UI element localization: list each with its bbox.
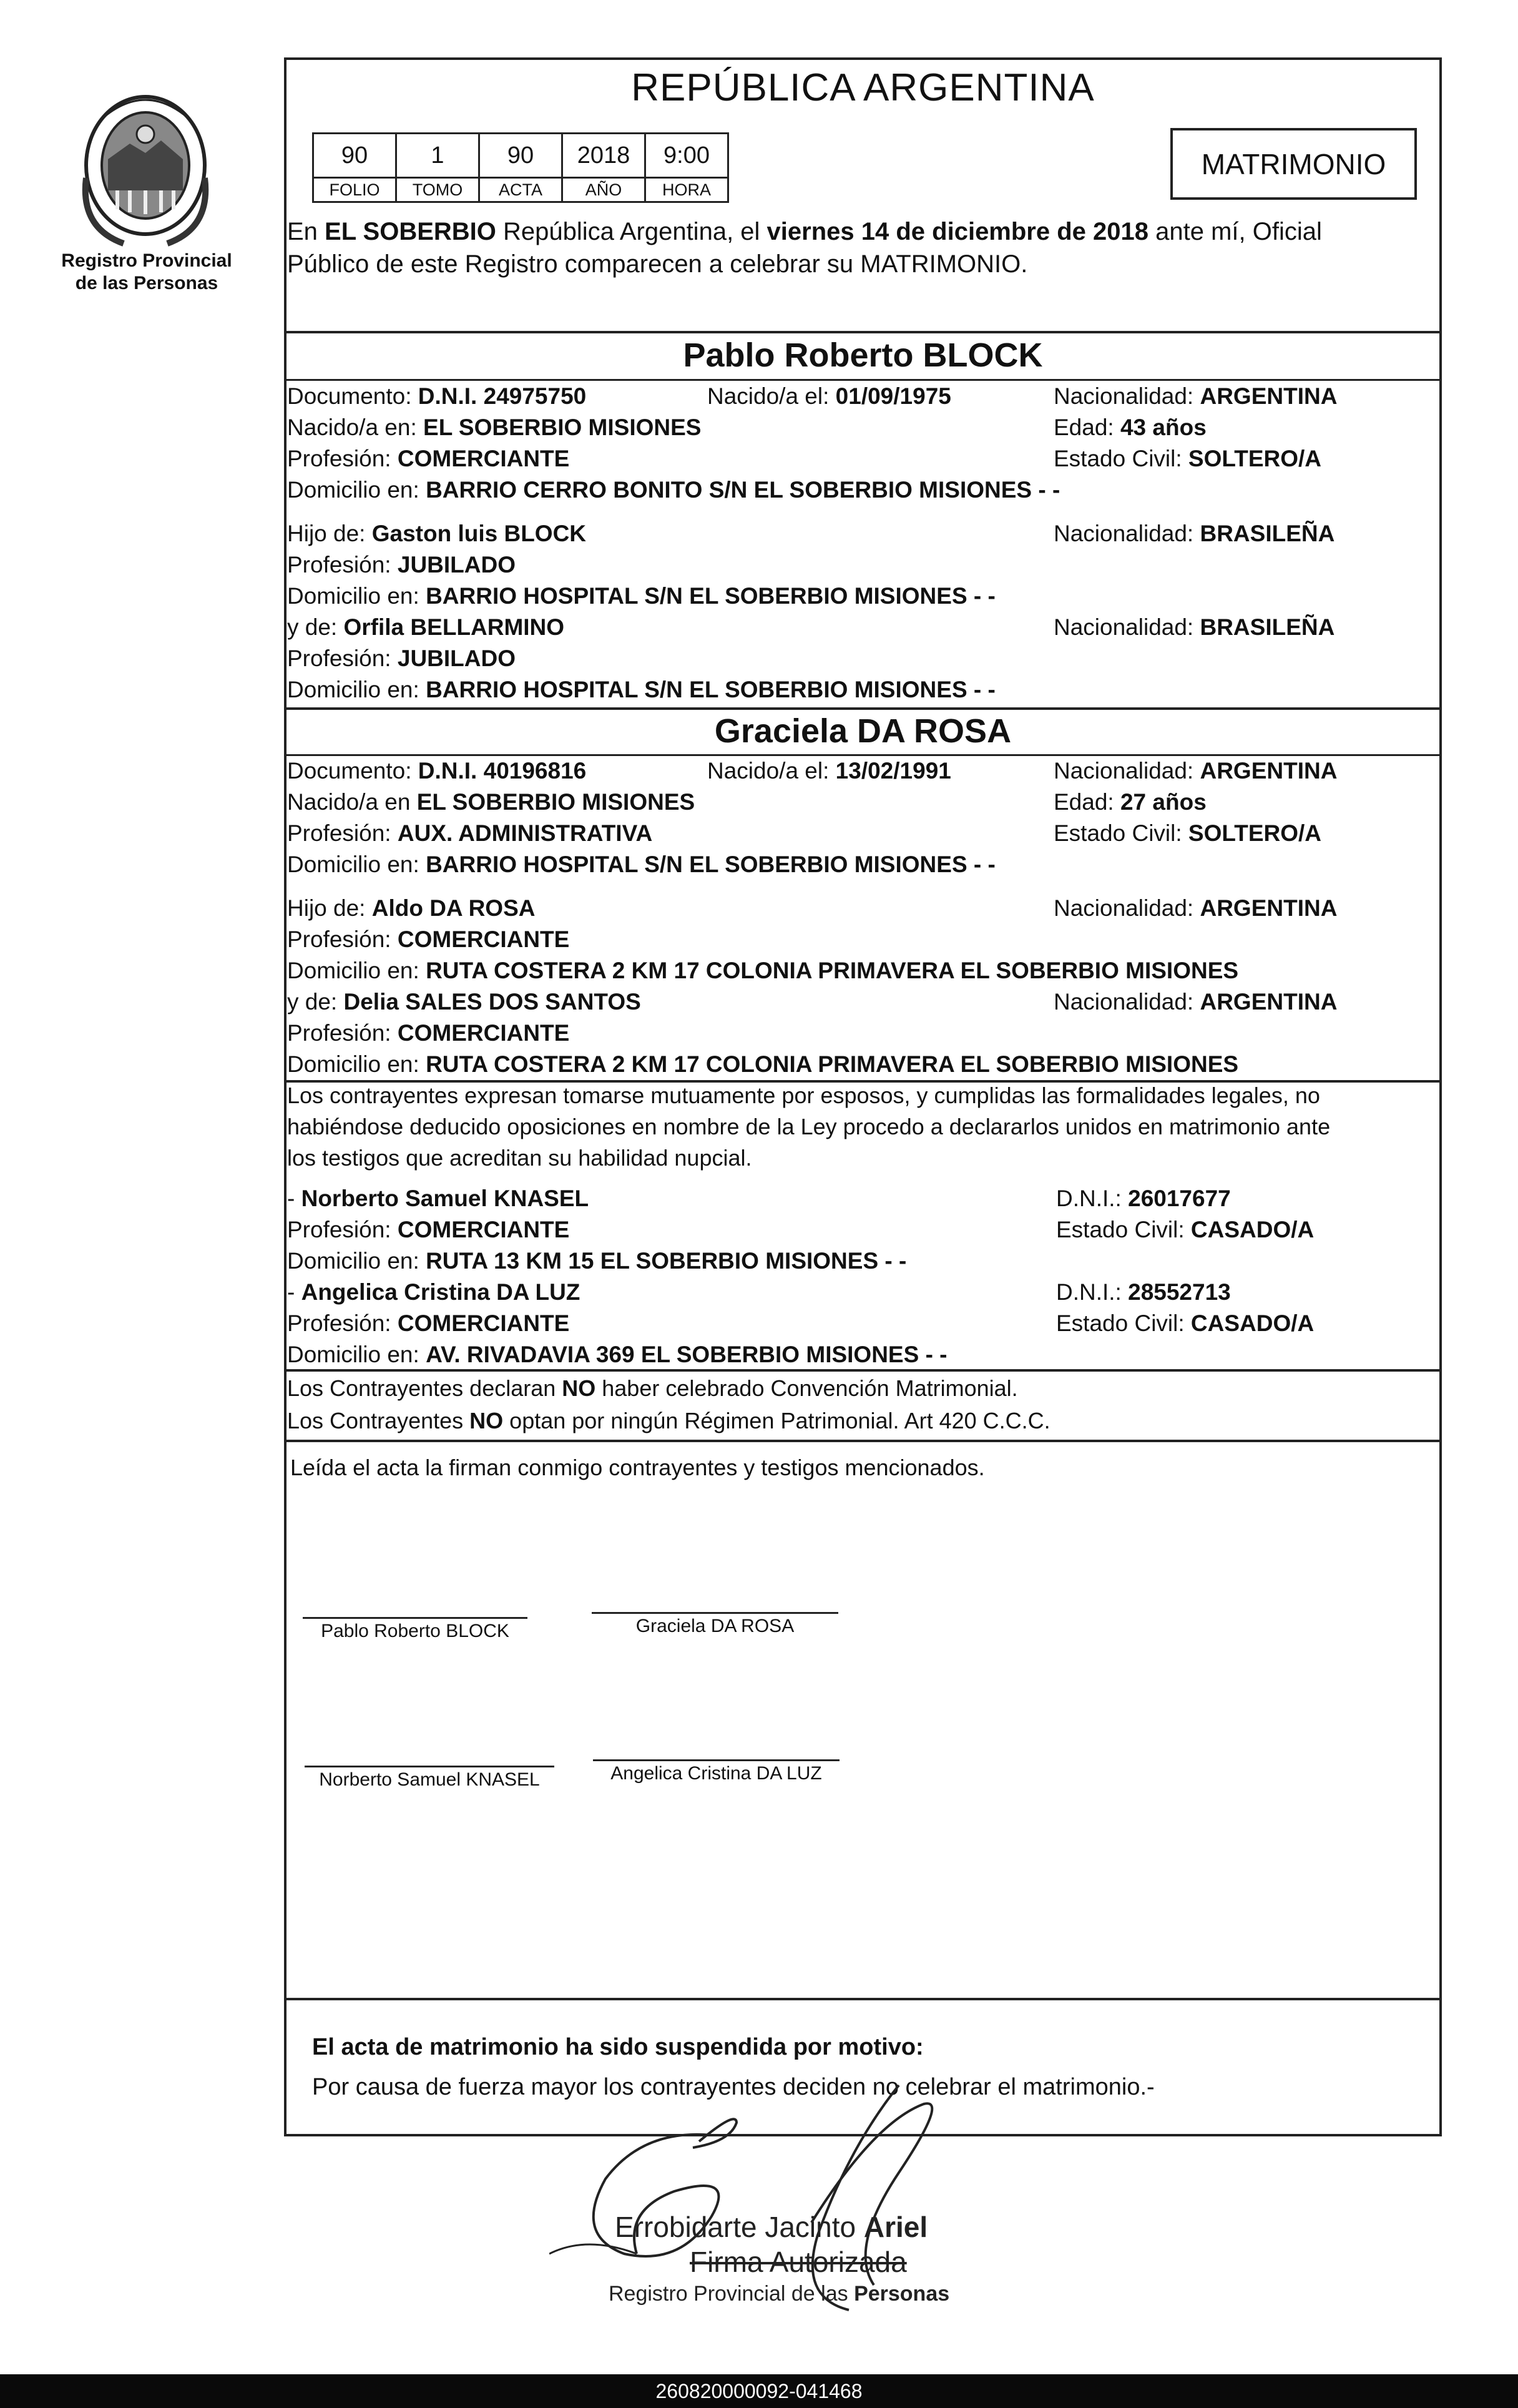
provincial-seal bbox=[74, 84, 217, 265]
registry-table bbox=[312, 132, 729, 203]
spouse1-details: Documento: D.N.I. 24975750 Nacido/a el: 01/09/1975 Nacionalidad: ARGENTINA Nacido/a en: EL SOBERBIO MISIONES Edad: 43 años Profesión: COMERCIANTE Estado Civil: SOLTERO/A Domicilio en: BARRIO CERRO BONITO S/N EL SOBERBIO MISIONES - - Hijo de: Gaston luis BLOCK Nacionalidad: BRASILEÑA Profesión: JUBILADO Domicilio en: BARRIO HOSPITAL S/N EL SOBERBIO MISIONES - - y de: Orfila BELLARMINO Nacionalidad: BRASILEÑA Profesión: JUBILADO Domicilio en: BARRIO HOSPITAL S/N EL SOBERBIO MISIONES - - bbox=[287, 383, 1338, 702]
divider bbox=[284, 331, 1442, 333]
suspension-title: El acta de matrimonio ha sido suspendida por motivo: bbox=[312, 2034, 924, 2060]
signature-name-witness1: Norberto Samuel KNASEL bbox=[319, 1769, 540, 1790]
country-title: REPÚBLICA ARGENTINA bbox=[631, 66, 1095, 109]
seal-label: Registro Provincial de las Personas bbox=[61, 250, 232, 293]
witness-1: - Norberto Samuel KNASEL D.N.I.: 26017677 bbox=[287, 1186, 1231, 1211]
regime-statements: Los Contrayentes declaran NO haber celebrado Convención Matrimonial. Los Contrayentes NO optan por ningún Régimen Patrimonial. Art 420 C.C.C. bbox=[287, 1375, 1050, 1433]
intro-paragraph: En EL SOBERBIO República Argentina, el viernes 14 de diciembre de 2018 ante mí, Oficial Público de este Registro comparecen a celebrar su MATRIMONIO. bbox=[287, 218, 1322, 278]
tomo-value: 1 bbox=[396, 134, 479, 178]
stamp-role: Firma Autorizada bbox=[690, 2246, 907, 2278]
witness-2: - Angelica Cristina DA LUZ D.N.I.: 28552713 bbox=[287, 1279, 1231, 1305]
spouse2-details: Documento: D.N.I. 40196816 Nacido/a el: 13/02/1991 Nacionalidad: ARGENTINA Nacido/a en EL SOBERBIO MISIONES Edad: 27 años Profesión: AUX. ADMINISTRATIVA Estado Civil: SOLTERO/A Domicilio en: BARRIO HOSPITAL S/N EL SOBERBIO MISIONES - - Hijo de: Aldo DA ROSA Nacionalidad: ARGENTINA Profesión: COMERCIANTE Domicilio en: RUTA COSTERA 2 KM 17 COLONIA PRIMAVERA EL SOBERBIO MISIONES y de: Delia SALES DOS SANTOS Nacionalidad: ARGENTINA Profesión: COMERCIANTE Domicilio en: RUTA COSTERA 2 KM 17 COLONIA PRIMAVERA EL SOBERBIO MISIONES bbox=[287, 758, 1338, 1077]
spouse1-name: Pablo Roberto BLOCK bbox=[683, 337, 1043, 374]
stamp-name: Errobidarte Jacinto Ariel bbox=[615, 2211, 928, 2243]
hora-label: HORA bbox=[645, 178, 728, 202]
signature-name-witness2: Angelica Cristina DA LUZ bbox=[610, 1763, 822, 1784]
hora-value: 9:00 bbox=[645, 134, 728, 178]
divider bbox=[284, 1998, 1442, 2000]
signature-line bbox=[303, 1617, 527, 1619]
anio-value: 2018 bbox=[562, 134, 645, 178]
acta-value: 90 bbox=[479, 134, 562, 178]
declaration: Los contrayentes expresan tomarse mutuamente por esposos, y cumplidas las formalidades legales, no habiéndose deducido oposiciones en nombre de la Ley procedo a declararlos unidos en matrimonio ante los testigos que acreditan su habilidad nupcial. bbox=[287, 1083, 1331, 1171]
signature-name-spouse2: Graciela DA ROSA bbox=[635, 1616, 795, 1636]
tomo-label: TOMO bbox=[396, 178, 479, 202]
divider bbox=[284, 707, 1442, 710]
divider bbox=[284, 1369, 1442, 1372]
witnesses: - Norberto Samuel KNASEL D.N.I.: 26017677 Profesión: COMERCIANTE Estado Civil: CASADO/A Domicilio en: RUTA 13 KM 15 EL SOBERBIO MISIONES - - - Angelica Cristina DA LUZ D.N.I.: 28552713 Profesión: COMERCIANTE Estado Civil: CASADO/A Domicilio en: AV. RIVADAVIA 369 EL SOBERBIO MISIONES - - bbox=[287, 1183, 1439, 1370]
signature-name-spouse1: Pablo Roberto BLOCK bbox=[321, 1621, 509, 1641]
anio-label: AÑO bbox=[562, 178, 645, 202]
folio-label: FOLIO bbox=[313, 178, 396, 202]
acta-label: ACTA bbox=[479, 178, 562, 202]
document-code: 260820000092-041468 bbox=[655, 2380, 863, 2402]
signature-line bbox=[305, 1766, 554, 1767]
spouse2-name: Graciela DA ROSA bbox=[714, 712, 1012, 750]
stamp-org: Registro Provincial de las Personas bbox=[609, 2282, 950, 2306]
act-type: MATRIMONIO bbox=[1201, 147, 1386, 180]
divider bbox=[284, 1440, 1442, 1442]
act-type-box bbox=[1170, 128, 1417, 200]
signature-line bbox=[593, 1759, 840, 1761]
document-code-bar bbox=[0, 2374, 1518, 2408]
folio-value: 90 bbox=[313, 134, 396, 178]
suspension-reason: Por causa de fuerza mayor los contrayentes deciden no celebrar el matrimonio.- bbox=[312, 2074, 1155, 2100]
signature-line bbox=[592, 1612, 838, 1614]
signature-intro: Leída el acta la firman conmigo contrayentes y testigos mencionados. bbox=[290, 1455, 985, 1480]
